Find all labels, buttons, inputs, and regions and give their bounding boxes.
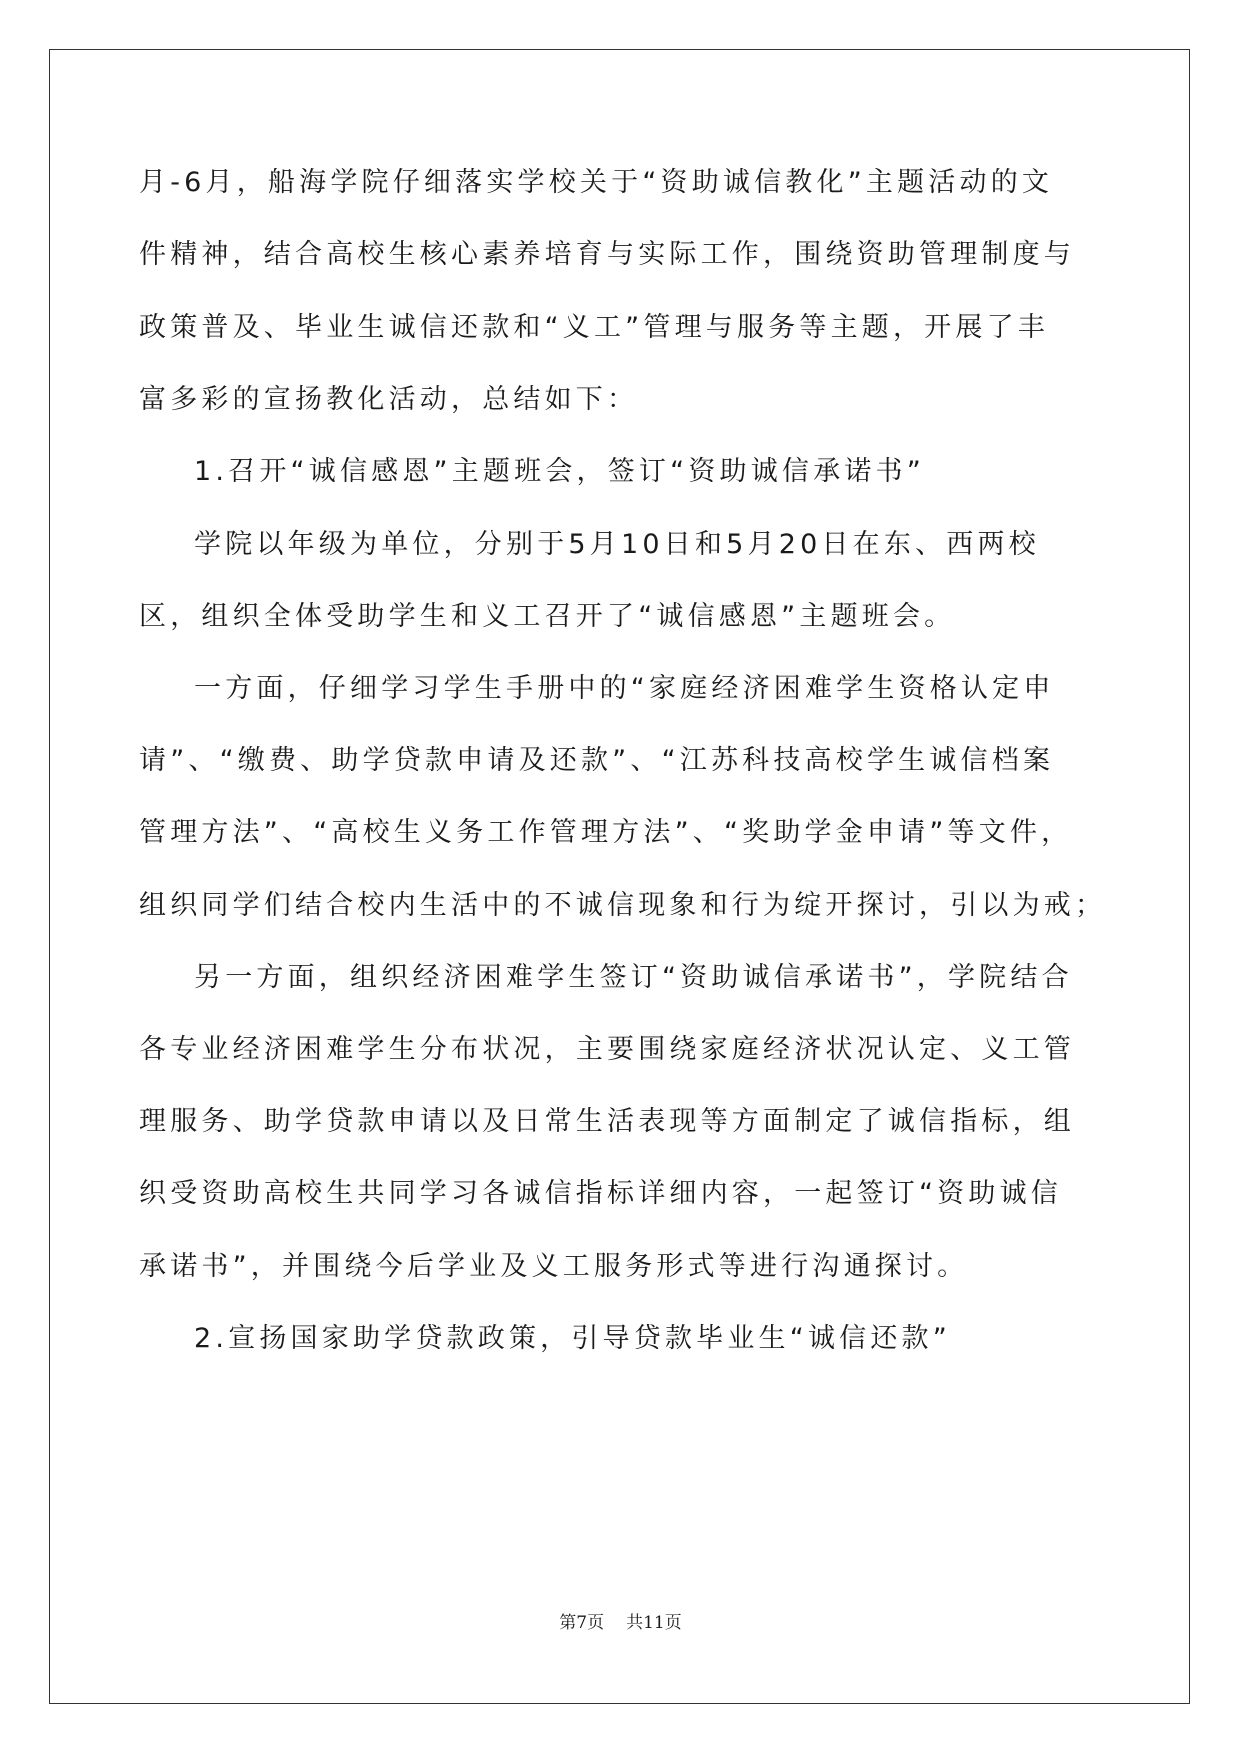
page-footer	[0, 1608, 1241, 1633]
text-line: 学院以年级为单位，分别于5月10日和5月20日在东、西两校	[194, 529, 1040, 560]
section-heading: 2.宣扬国家助学贷款政策，引导贷款毕业生“诚信还款”	[194, 1323, 951, 1354]
text-line: 承诺书”，并围绕今后学业及义工服务形式等进行沟通探讨。	[139, 1251, 969, 1282]
text-line: 各专业经济困难学生分布状况，主要围绕家庭经济状况认定、义工管	[139, 1034, 1075, 1065]
section-heading: 1.召开“诚信感恩”主题班会，签订“资助诚信承诺书”	[194, 456, 925, 487]
text-line: 另一方面，组织经济困难学生签订“资助诚信承诺书”，学院结合	[194, 962, 1073, 993]
text-line: 织受资助高校生共同学习各诚信指标详细内容，一起签订“资助诚信	[139, 1178, 1062, 1209]
text-line: 一方面，仔细学习学生手册中的“家庭经济困难学生资格认定申	[194, 673, 1055, 704]
page-border	[49, 49, 1190, 1704]
text-line: 区，组织全体受助学生和义工召开了“诚信感恩”主题班会。	[139, 601, 956, 632]
text-line: 组织同学们结合校内生活中的不诚信现象和行为绽开探讨，引以为戒；	[139, 890, 1107, 921]
page-number: 第7页	[559, 1613, 605, 1633]
text-line: 政策普及、毕业生诚信还款和“义工”管理与服务等主题，开展了丰	[139, 312, 1049, 343]
text-line: 请”、“缴费、助学贷款申请及还款”、“江苏科技高校学生诚信档案	[139, 745, 1055, 776]
text-line: 月-6月，船海学院仔细落实学校关于“资助诚信教化”主题活动的文	[139, 167, 1054, 198]
page-total: 共11页	[626, 1613, 682, 1633]
text-line: 理服务、助学贷款申请以及日常生活表现等方面制定了诚信指标，组	[139, 1106, 1075, 1137]
text-line: 件精神，结合高校生核心素养培育与实际工作，围绕资助管理制度与	[139, 239, 1075, 270]
text-line: 管理方法”、“高校生义务工作管理方法”、“奖助学金申请”等文件，	[139, 817, 1073, 848]
text-line: 富多彩的宣扬教化活动，总结如下：	[139, 384, 639, 415]
